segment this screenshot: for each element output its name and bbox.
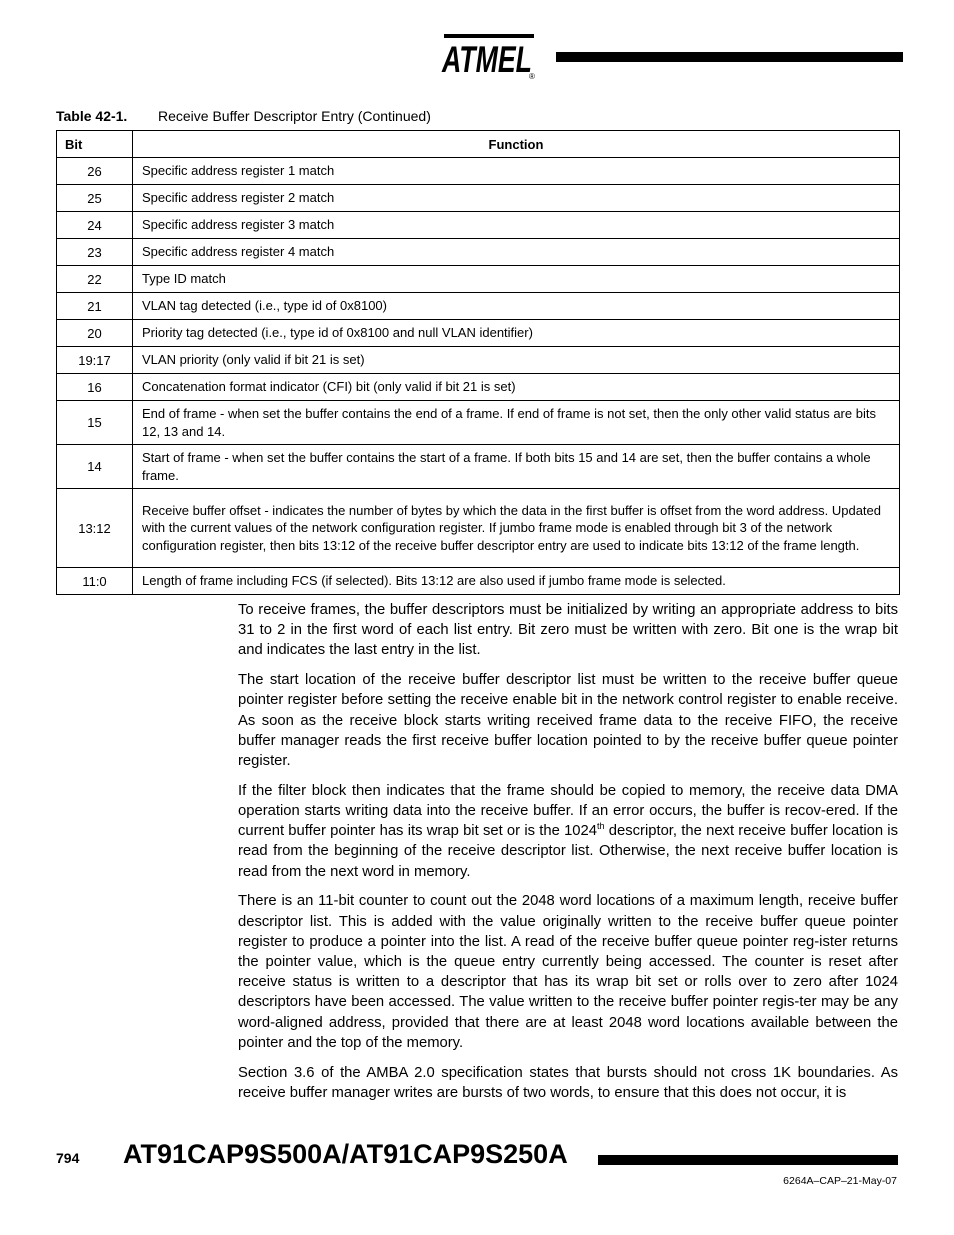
function-cell: Length of frame including FCS (if selected). Bits 13:12 are also used if jumbo frame mode is selected. <box>133 568 900 595</box>
table-caption-title: Receive Buffer Descriptor Entry (Continued) <box>158 108 431 124</box>
footer-title: AT91CAP9S500A/AT91CAP9S250A <box>123 1139 568 1169</box>
table-caption-number: Table 42-1. <box>56 108 128 124</box>
function-cell: Priority tag detected (i.e., type id of 0x8100 and null VLAN identifier) <box>133 320 900 347</box>
table-row <box>57 212 900 239</box>
function-cell: VLAN tag detected (i.e., type id of 0x8100) <box>133 293 900 320</box>
receive-buffer-descriptor-table <box>56 130 900 595</box>
table-row <box>57 489 900 568</box>
svg-text:ATMEL: ATMEL <box>441 39 532 80</box>
function-cell: Receive buffer offset - indicates the number of bytes by which the data in the first buffer is offset from the word address. Updated with the current values of the network configuration register. If jumbo frame mode is enabled through bit 3 of the network configuration register, then bits 13:12 of the receive buffer descriptor entry are used to indicate bits 13:12 of the frame length. <box>133 489 900 568</box>
bit-cell: 21 <box>57 293 133 320</box>
function-cell: End of frame - when set the buffer contains the end of a frame. If end of frame is not set, then the only other valid status are bits 12, 13 and 14. <box>133 401 900 445</box>
superscript: th <box>597 821 605 832</box>
body-text <box>238 600 898 1113</box>
bit-cell: 13:12 <box>57 489 133 568</box>
bit-cell: 22 <box>57 266 133 293</box>
paragraph: The start location of the receive buffer descriptor list must be written to the receive buffer queue pointer register before setting the receive enable bit in the network control register to enable receive. As soon as the receive block starts writing received frame data to the receive FIFO, the receive buffer manager reads the first receive buffer location pointed to by the receive buffer queue pointer register. <box>238 672 898 770</box>
function-cell: Start of frame - when set the buffer contains the start of a frame. If both bits 15 and 14 are set, then the buffer contains a whole frame. <box>133 445 900 489</box>
table-row <box>57 239 900 266</box>
bit-cell: 25 <box>57 185 133 212</box>
column-header-bit: Bit <box>57 131 133 158</box>
function-cell: Concatenation format indicator (CFI) bit (only valid if bit 21 is set) <box>133 374 900 401</box>
table-header-row <box>57 131 900 158</box>
atmel-logo <box>438 31 540 81</box>
paragraph: Section 3.6 of the AMBA 2.0 specification states that bursts should not cross 1K boundaries. As receive buffer manager writes are bursts of two words, to ensure that this does not occur, it is <box>238 1064 898 1101</box>
table-caption <box>56 108 431 124</box>
bit-cell: 24 <box>57 212 133 239</box>
bit-cell: 16 <box>57 374 133 401</box>
table-row <box>57 266 900 293</box>
bit-cell: 20 <box>57 320 133 347</box>
paragraph-text: If the filter block then indicates that the frame should be copied to memory, the receive data DMA operation starts writing data into the receive buffer. If an error occurs, the buffer is recov-ered. If the current buffer pointer has its wrap bit set or is the 1024 <box>238 782 898 840</box>
function-cell: Specific address register 2 match <box>133 185 900 212</box>
bit-cell: 11:0 <box>57 568 133 595</box>
bit-cell: 19:17 <box>57 347 133 374</box>
table-row <box>57 401 900 445</box>
column-header-function: Function <box>133 131 900 158</box>
footer-rule <box>598 1155 898 1165</box>
function-cell: Specific address register 1 match <box>133 158 900 185</box>
table-row <box>57 185 900 212</box>
bit-cell: 23 <box>57 239 133 266</box>
paragraph: To receive frames, the buffer descriptors must be initialized by writing an appropriate address to bits 31 to 2 in the first word of each list entry. Bit zero must be written with zero. Bit one is the wrap bit and indicates the last entry in the list. <box>238 602 898 659</box>
header-rule <box>556 52 903 62</box>
function-cell: Specific address register 3 match <box>133 212 900 239</box>
bit-cell: 26 <box>57 158 133 185</box>
bit-cell: 15 <box>57 401 133 445</box>
function-cell: Specific address register 4 match <box>133 239 900 266</box>
table-row <box>57 445 900 489</box>
table-row <box>57 374 900 401</box>
bit-cell: 14 <box>57 445 133 489</box>
page-number: 794 <box>56 1150 80 1166</box>
table-row <box>57 320 900 347</box>
table-row <box>57 293 900 320</box>
paragraph-text: descriptor, the next receive buffer location is read from the beginning of the receive descriptor list. Otherwise, the next receive buffer location is read from the next word in memory. <box>238 823 898 880</box>
document-reference: 6264A–CAP–21-May-07 <box>783 1175 897 1187</box>
table-row <box>57 347 900 374</box>
function-cell: Type ID match <box>133 266 900 293</box>
table-row <box>57 568 900 595</box>
svg-text:®: ® <box>529 72 535 81</box>
paragraph: There is an 11-bit counter to count out the 2048 word locations of a maximum length, receive buffer descriptor list. This is added with the value originally written to the receive buffer queue pointer register to produce a pointer into the list. A read of the receive buffer queue pointer reg-ister returns the pointer value, which is the queue entry currently being accessed. The counter is reset after receive status is written to a descriptor that has its wrap bit set or rolls over to zero after 1024 descriptors have been accessed. The value written to the receive buffer pointer regis-ter may be any word-aligned address, provided that there are at least 2048 word locations available between the pointer and the top of the memory. <box>238 893 898 1051</box>
table-row <box>57 158 900 185</box>
function-cell: VLAN priority (only valid if bit 21 is set) <box>133 347 900 374</box>
paragraph <box>238 781 898 882</box>
